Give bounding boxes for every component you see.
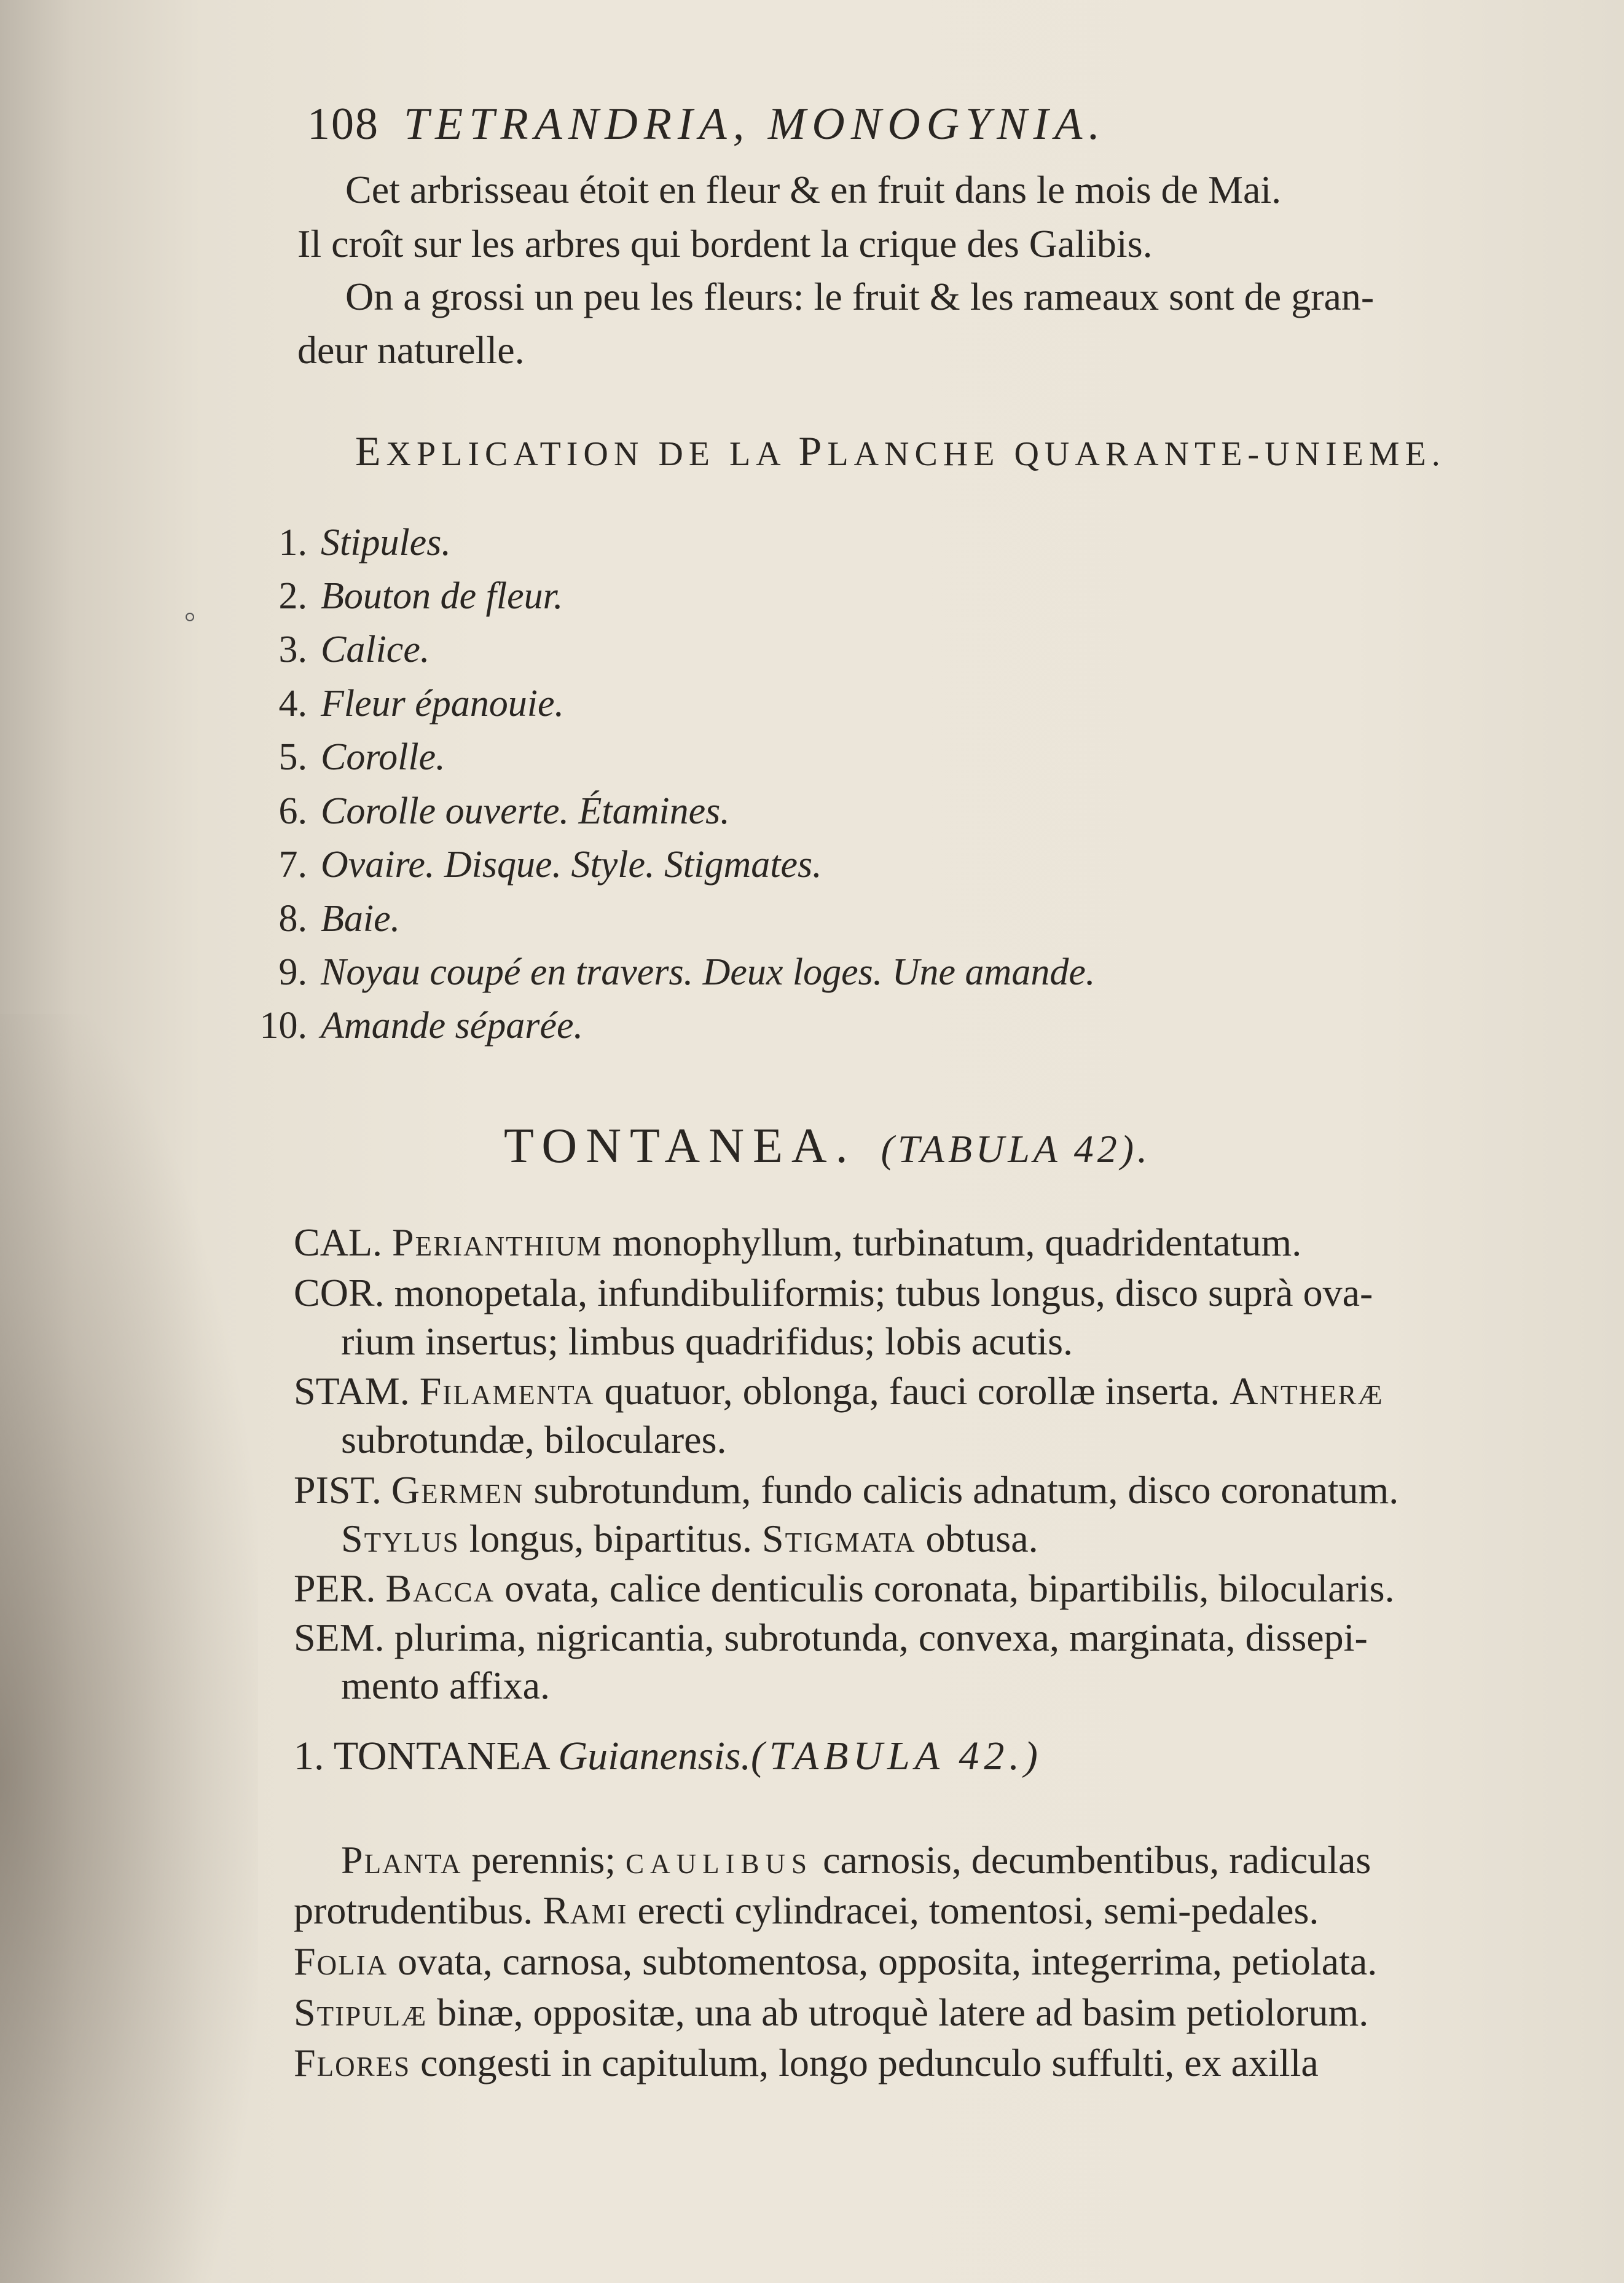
species-heading: 1. TONTANEA Guianensis.(TABULA 42.) (294, 1734, 1043, 1778)
character-stam-cont: subrotundæ, biloculares. (341, 1418, 727, 1461)
description-line-1: Planta perennis; caulibus carnosis, decumbentibus, radiculas (341, 1838, 1371, 1882)
intro-line-3: On a grossi un peu les fleurs: le fruit & les rameaux sont de gran- (345, 275, 1375, 318)
intro-line-1: Cet arbrisseau étoit en fleur & en fruit dans le mois de Mai. (345, 168, 1282, 211)
description-line-4: Stipulæ binæ, oppositæ, una ab utroquè latere ad basim petiolorum. (294, 1990, 1369, 2034)
intro-line-4: deur naturelle. (297, 328, 525, 372)
description-line-5: Flores congesti in capitulum, longo pedunculo suffulti, ex axilla (294, 2041, 1319, 2085)
explication-heading: EXPLICATION DE LA PLANCHE QUARANTE-UNIEME. (355, 428, 1446, 474)
character-cor-cont: rium insertus; limbus quadrifidus; lobis acutis. (341, 1319, 1073, 1363)
plate-list-item: 2. Bouton de fleur. (278, 575, 563, 617)
description-line-3: Folia ovata, carnosa, subtomentosa, opposita, integerrima, petiolata. (294, 1939, 1378, 1983)
plate-list-item: 10. Amande séparée. (259, 1005, 583, 1047)
description-line-2: protrudentibus. Rami erecti cylindracei, tomentosi, semi-pedales. (294, 1888, 1319, 1932)
running-header (307, 98, 1106, 151)
genus-heading: TONTANEA. (TABULA 42). (504, 1119, 1151, 1173)
character-sem-cont: mento affixa. (341, 1664, 551, 1707)
character-stam: STAM. Filamenta quatuor, oblonga, fauci corollæ inserta. Antheræ (294, 1369, 1384, 1413)
character-pist-cont: Stylus longus, bipartitus. Stigmata obtusa. (341, 1517, 1038, 1560)
intro-line-2: Il croît sur les arbres qui bordent la crique des Galibis. (297, 222, 1153, 265)
plate-list-item: 7. Ovaire. Disque. Style. Stigmates. (278, 844, 822, 886)
character-sem: SEM. plurima, nigricantia, subrotunda, convexa, marginata, dissepi- (294, 1616, 1368, 1659)
plate-list-item: 3. Calice. (278, 629, 430, 670)
plate-list-item: 1. Stipules. (278, 522, 451, 564)
character-per: PER. Bacca ovata, calice denticulis coronata, bipartibilis, bilocularis. (294, 1566, 1395, 1610)
character-pist: PIST. Germen subrotundum, fundo calicis adnatum, disco coronatum. (294, 1468, 1399, 1512)
page-shadow (0, 1014, 258, 2283)
plate-list-item: 5. Corolle. (278, 736, 445, 778)
plate-list-item: 8. Baie. (278, 898, 401, 940)
page-title: TETRANDRIA, MONOGYNIA. (404, 99, 1106, 149)
character-cor: COR. monopetala, infundibuliformis; tubus longus, disco suprà ova- (294, 1271, 1373, 1314)
page-number: 108 (307, 99, 379, 149)
plate-list-item: 4. Fleur épanouie. (278, 683, 565, 725)
plate-list-item: 9. Noyau coupé en travers. Deux loges. Une amande. (278, 951, 1096, 993)
plate-list-item: 6. Corolle ouverte. Étamines. (278, 790, 730, 832)
margin-mark (186, 613, 194, 621)
character-cal: CAL. Perianthium monophyllum, turbinatum, quadridentatum. (294, 1220, 1302, 1264)
